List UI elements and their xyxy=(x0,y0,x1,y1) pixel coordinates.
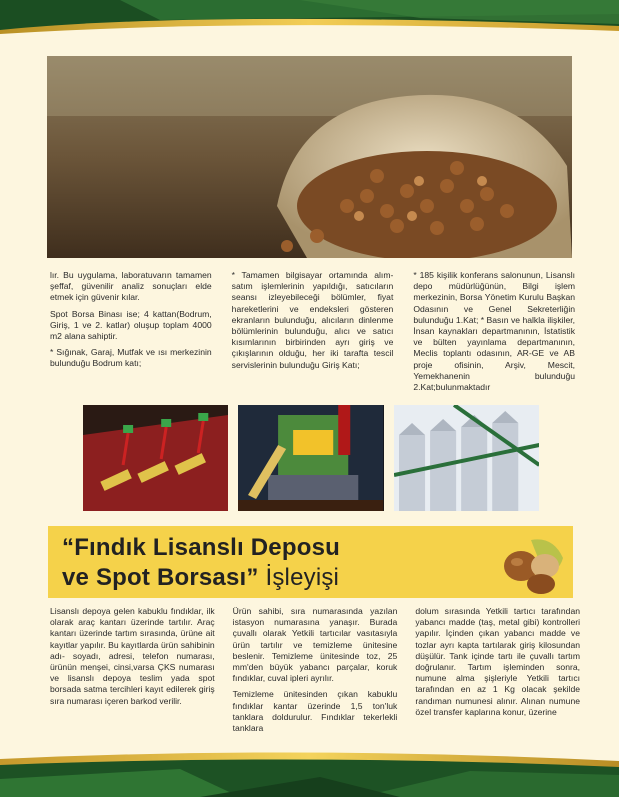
bottom-decorative-band xyxy=(0,749,619,797)
top-decorative-band xyxy=(0,0,619,38)
title-bold-text: ve Spot Borsası” xyxy=(62,564,259,591)
hazelnut-icon xyxy=(493,532,569,596)
intro-paragraph: * Tamamen bilgisayar ortamında alım-satım işlemlerinin yapıldığı, satıcıların seansı izleyebileceği bölümler, fiyat hareketlerini ve endeksleri gösteren ekranların bulunduğu, alıcıların dinlenme bölümlerinin bulunduğu, alıcı ve satıcı kısımlarının birbirinden ayrı giriş ve çıkışlarının olduğu, her iki tarafta tescil servislerinin bulunduğu Giriş Katı; xyxy=(231,270,394,370)
machinery-thumbnails xyxy=(83,405,539,511)
body-paragraph: Temizleme ünitesinden çıkan kabuklu fındıklar kantar üzerinde 1,5 ton'luk tanklara doldurulur. Fındıklar tekerlekli tanklara xyxy=(232,689,398,734)
silos-conveyor-image xyxy=(394,405,539,511)
intro-column-1 xyxy=(50,270,212,395)
body-paragraph: dolum sırasında Yetkili tartıcı tarafından yabancı madde (taş, metal gibi) kontrolleri yapılır. İçinden çıkan yabancı madde ve tozlar ayrı kapta tartılarak giriş kilosundan düşülür. Tank içinde tartı ile çuvallı tartım doğrulanır. Tartım işleminden sonra, numune alma şişleriyle Yetkili tartıcı tarafından en az 1 Kg olacak şekilde randıman numunesi alınır. Alınan numune özel transfer kaplarına konur, üzerine xyxy=(415,606,581,717)
title-light-text: İşleyişi xyxy=(258,564,340,591)
body-columns xyxy=(50,606,580,746)
title-bold-text: “Fındık Lisanslı Deposu xyxy=(62,534,340,561)
body-column-3 xyxy=(415,606,580,746)
hero-hazelnut-sack-image xyxy=(47,56,572,258)
body-paragraph: Lisanslı depoya gelen kabuklu fındıklar, ilk olarak araç kantarı üzerinde tartılır. Araç kantarı üzerinde tartım sırasında, ürüne ait kayıtlar yapılır. Bu kayıtlarda ürün sahibinin adı- soyadı, adresi, telefon numarası, ürünün menşei, cinsi,varsa ÇKS numarası ve lisanslı depoya teslim yada spot borsada satma tercihleri kayıt edilerek giriş sıra numarası içeren barkod verilir. xyxy=(50,606,215,706)
section-title-line-1 xyxy=(62,534,340,562)
intro-column-2 xyxy=(232,270,394,395)
intro-paragraph: * 185 kişilik konferans salonunun, Lisanslı depo müdürlüğünün, Bilgi işlem merkezinin, Borsa Yönetim Kurulu Başkan Odasının ve Genel Sekreterliğin bulunduğu 1.Kat; * Basın ve halkla ilişkiler, İnsan kaynakları departmanının, İstatistik ve bülten yayınlama departmanının, Meclis toplantı odasının, AR-GE ve AB proje ofisinin, Arşiv, Mescit, Yemekhanenin bulunduğu 2.Kat;bulunmaktadır xyxy=(413,270,576,393)
intake-stations-image xyxy=(83,405,228,511)
intro-paragraph: Spot Borsa Binası ise; 4 kattan(Bodrum, Giriş, 1 ve 2. katlar) oluşup toplam 4000 m2 alana sahiptir. xyxy=(50,308,212,342)
section-title-line-2 xyxy=(62,564,339,592)
body-column-1 xyxy=(50,606,215,746)
intro-paragraph: * Sığınak, Garaj, Mutfak ve ısı merkezinin bulunduğu Bodrum katı; xyxy=(50,347,212,369)
body-paragraph: Ürün sahibi, sıra numarasında yazılan istasyon numarasına yanaşır. Burada çuvallı olarak Yetkili tartıcılar vasıtasıyla ürün tartılır ve temizleme ünitesine beslenir. Temizleme ünitesinde toz, 25 mm'den büyük yabancı parçalar, koruk fındıklar, cuval ipleri ayrılır. xyxy=(232,606,398,684)
intro-column-3 xyxy=(413,270,575,395)
body-column-2 xyxy=(233,606,398,746)
intro-paragraph: lır. Bu uygulama, laboratuvarın tamamen şeffaf, güvenilir analiz sonuçları elde etmek için güvenir kılar. xyxy=(50,270,212,303)
intro-columns xyxy=(50,270,575,395)
section-title-bar xyxy=(48,526,573,598)
cleaning-unit-image xyxy=(238,405,383,511)
